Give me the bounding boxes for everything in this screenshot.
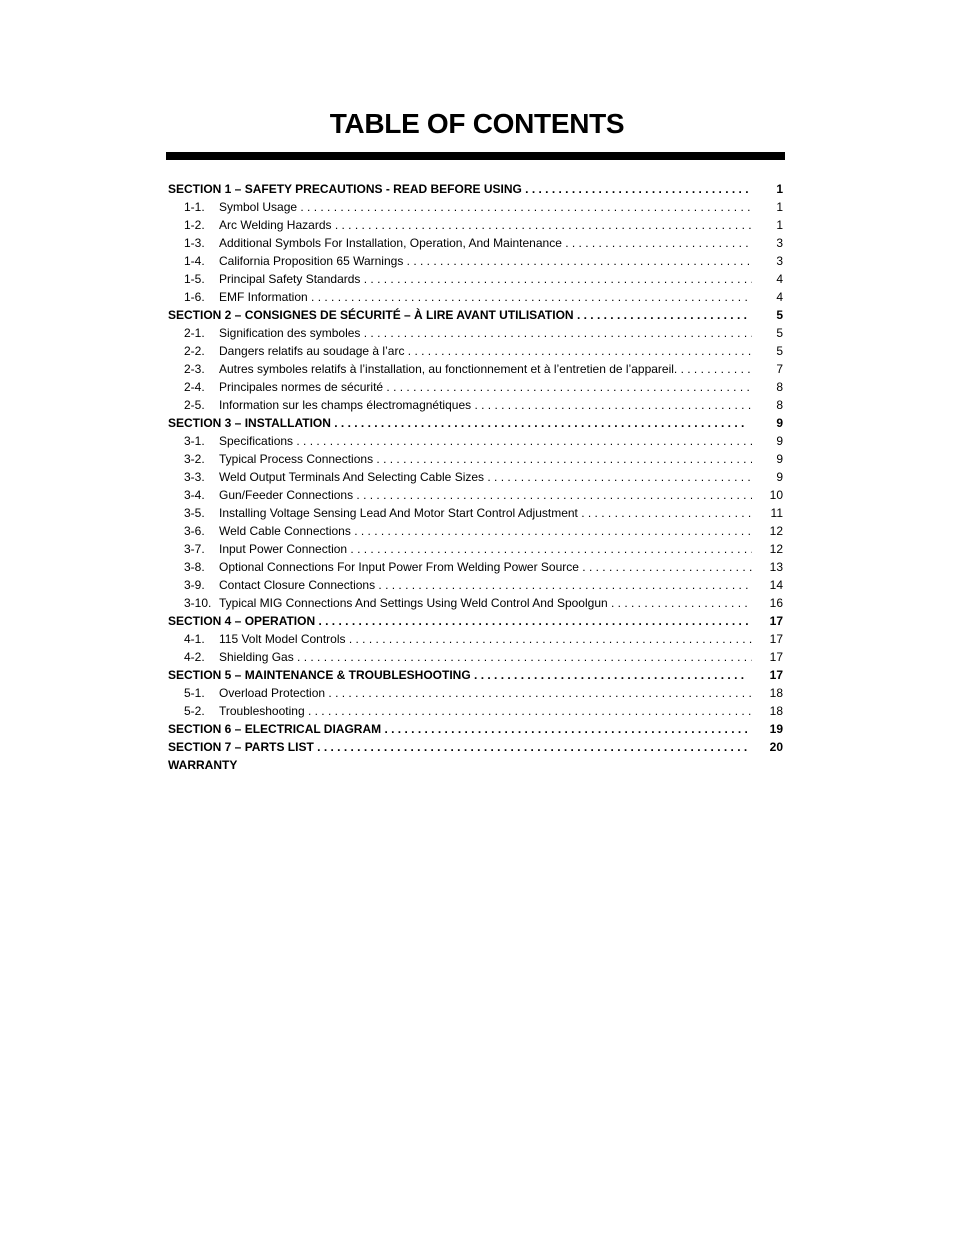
toc-entry-page: 12 bbox=[769, 524, 783, 538]
toc-section-row[interactable] bbox=[168, 720, 783, 738]
toc-entry-page: 7 bbox=[776, 362, 783, 376]
toc-entry-number: 3-7. bbox=[184, 542, 205, 556]
toc-subsection-row[interactable] bbox=[168, 648, 783, 666]
toc-entry-title: Autres symboles relatifs à l’installation, au fonctionnement et à l’entretien de l’appareil. . . . bbox=[219, 360, 752, 378]
toc-entry-number: 2-4. bbox=[184, 380, 205, 394]
toc-entry-number: 1-5. bbox=[184, 272, 205, 286]
toc-entry-number: 3-1. bbox=[184, 434, 205, 448]
toc-entry-page: 9 bbox=[776, 452, 783, 466]
toc-subsection-row[interactable] bbox=[168, 450, 783, 468]
toc-entry-title: Weld Cable Connections . . . bbox=[219, 522, 752, 540]
toc-entry-title: Arc Welding Hazards . . . bbox=[219, 216, 752, 234]
toc-entry-page: 1 bbox=[776, 182, 783, 196]
toc-entry-page: 4 bbox=[776, 272, 783, 286]
toc-entry-page: 18 bbox=[769, 704, 783, 718]
toc-warranty-row[interactable] bbox=[168, 756, 783, 774]
toc-entry-page: 17 bbox=[769, 668, 783, 682]
toc-entry-title: 115 Volt Model Controls . . . bbox=[219, 630, 752, 648]
toc-entry-number: 1-2. bbox=[184, 218, 205, 232]
toc-entry-title: Principales normes de sécurité . . . bbox=[219, 378, 752, 396]
toc-entry-page: 4 bbox=[776, 290, 783, 304]
toc-entry-page: 9 bbox=[776, 416, 783, 430]
toc-entry-title: Signification des symboles . . . bbox=[219, 324, 752, 342]
toc-entry-title: Troubleshooting . . . bbox=[219, 702, 752, 720]
toc-entry-page: 17 bbox=[769, 650, 783, 664]
toc-entry-number: 1-3. bbox=[184, 236, 205, 250]
toc-entry-page: 5 bbox=[776, 326, 783, 340]
toc-entry-page: 8 bbox=[776, 398, 783, 412]
toc-entry-title: California Proposition 65 Warnings . . . bbox=[219, 252, 752, 270]
toc-entry-number: 3-6. bbox=[184, 524, 205, 538]
toc-entry-page: 1 bbox=[776, 200, 783, 214]
title-rule bbox=[166, 152, 785, 160]
toc-entry-title: Input Power Connection . . . bbox=[219, 540, 752, 558]
toc-entry-title: Gun/Feeder Connections . . . bbox=[219, 486, 752, 504]
toc-subsection-row[interactable] bbox=[168, 630, 783, 648]
toc-subsection-row[interactable] bbox=[168, 540, 783, 558]
toc-subsection-row[interactable] bbox=[168, 252, 783, 270]
toc-subsection-row[interactable] bbox=[168, 342, 783, 360]
toc-entry-number: 3-3. bbox=[184, 470, 205, 484]
toc-entry-number: 2-2. bbox=[184, 344, 205, 358]
toc-subsection-row[interactable] bbox=[168, 432, 783, 450]
page-title: TABLE OF CONTENTS bbox=[329, 108, 625, 139]
toc-entry-page: 8 bbox=[776, 380, 783, 394]
toc-entry-title: Typical MIG Connections And Settings Using Weld Control And Spoolgun . . . bbox=[219, 594, 752, 612]
toc-entry-number: 5-2. bbox=[184, 704, 205, 718]
toc-entry-number: 2-3. bbox=[184, 362, 205, 376]
toc-entry-number: 3-9. bbox=[184, 578, 205, 592]
toc-entry-title: Information sur les champs électromagnétiques . . . bbox=[219, 396, 752, 414]
toc-subsection-row[interactable] bbox=[168, 396, 783, 414]
toc-entry-number: 4-1. bbox=[184, 632, 205, 646]
toc-entry-title: SECTION 5 – MAINTENANCE & TROUBLESHOOTING . . . bbox=[168, 666, 748, 684]
toc-entry-title: Weld Output Terminals And Selecting Cable Sizes . . . bbox=[219, 468, 752, 486]
toc-entry-number: 2-1. bbox=[184, 326, 205, 340]
toc-section-row[interactable] bbox=[168, 180, 783, 198]
toc-entry-number: 3-10. bbox=[184, 596, 212, 610]
toc-subsection-row[interactable] bbox=[168, 684, 783, 702]
toc-entry-page: 20 bbox=[769, 740, 783, 754]
toc-subsection-row[interactable] bbox=[168, 198, 783, 216]
toc-entry-title: Contact Closure Connections . . . bbox=[219, 576, 752, 594]
toc-entry-number: 3-2. bbox=[184, 452, 205, 466]
toc-entry-number: 2-5. bbox=[184, 398, 205, 412]
toc-entry-title: Additional Symbols For Installation, Operation, And Maintenance . . . bbox=[219, 234, 752, 252]
toc-subsection-row[interactable] bbox=[168, 270, 783, 288]
toc-subsection-row[interactable] bbox=[168, 468, 783, 486]
toc-subsection-row[interactable] bbox=[168, 360, 783, 378]
toc-entry-title: Installing Voltage Sensing Lead And Motor Start Control Adjustment . . . bbox=[219, 504, 752, 522]
toc-subsection-row[interactable] bbox=[168, 288, 783, 306]
toc-entry-title: Principal Safety Standards . . . bbox=[219, 270, 752, 288]
toc-subsection-row[interactable] bbox=[168, 504, 783, 522]
toc-entry-page: 9 bbox=[776, 434, 783, 448]
toc-entry-page: 17 bbox=[769, 632, 783, 646]
toc-entry-title: Overload Protection . . . bbox=[219, 684, 752, 702]
toc-entry-title: EMF Information . . . bbox=[219, 288, 752, 306]
toc-section-row[interactable] bbox=[168, 612, 783, 630]
toc-entry-page: 5 bbox=[776, 308, 783, 322]
toc-section-row[interactable] bbox=[168, 666, 783, 684]
toc-entry-page: 12 bbox=[769, 542, 783, 556]
toc-entry-page: 10 bbox=[769, 488, 783, 502]
toc-entry-title: Typical Process Connections . . . bbox=[219, 450, 752, 468]
toc-entry-title: SECTION 7 – PARTS LIST . . . bbox=[168, 738, 748, 756]
toc-subsection-row[interactable] bbox=[168, 522, 783, 540]
toc-entry-page: 14 bbox=[769, 578, 783, 592]
toc-subsection-row[interactable] bbox=[168, 486, 783, 504]
toc-entry-number: 1-4. bbox=[184, 254, 205, 268]
toc-subsection-row[interactable] bbox=[168, 324, 783, 342]
toc-entry-page: 3 bbox=[776, 254, 783, 268]
toc-entry-title: Dangers relatifs au soudage à l’arc . . . bbox=[219, 342, 752, 360]
toc-subsection-row[interactable] bbox=[168, 594, 783, 612]
toc-entry-page: 1 bbox=[776, 218, 783, 232]
toc-subsection-row[interactable] bbox=[168, 558, 783, 576]
toc-entry-page: 5 bbox=[776, 344, 783, 358]
toc-entry-page: 3 bbox=[776, 236, 783, 250]
toc-entry-page: 19 bbox=[769, 722, 783, 736]
toc-entry-title: WARRANTY bbox=[168, 758, 238, 772]
toc-entry-number: 1-6. bbox=[184, 290, 205, 304]
toc-subsection-row[interactable] bbox=[168, 216, 783, 234]
toc-subsection-row[interactable] bbox=[168, 702, 783, 720]
toc-section-row[interactable] bbox=[168, 738, 783, 756]
toc-entry-number: 4-2. bbox=[184, 650, 205, 664]
toc-entry-title: SECTION 4 – OPERATION . . . bbox=[168, 612, 748, 630]
toc-entry-number: 5-1. bbox=[184, 686, 205, 700]
toc-entry-page: 16 bbox=[769, 596, 783, 610]
toc-section-row[interactable] bbox=[168, 414, 783, 432]
toc-entry-title: SECTION 2 – CONSIGNES DE SÉCURITÉ – À LIRE AVANT UTILISATION . . . bbox=[168, 306, 748, 324]
table-of-contents bbox=[168, 180, 783, 774]
toc-entry-page: 9 bbox=[776, 470, 783, 484]
toc-subsection-row[interactable] bbox=[168, 576, 783, 594]
toc-entry-page: 11 bbox=[770, 506, 783, 520]
toc-entry-title: Optional Connections For Input Power From Welding Power Source . . . bbox=[219, 558, 752, 576]
toc-entry-title: SECTION 1 – SAFETY PRECAUTIONS - READ BEFORE USING . . . bbox=[168, 180, 748, 198]
toc-entry-page: 18 bbox=[769, 686, 783, 700]
toc-entry-number: 1-1. bbox=[184, 200, 205, 214]
toc-entry-number: 3-8. bbox=[184, 560, 205, 574]
toc-section-row[interactable] bbox=[168, 306, 783, 324]
toc-entry-title: SECTION 6 – ELECTRICAL DIAGRAM . . . bbox=[168, 720, 748, 738]
toc-subsection-row[interactable] bbox=[168, 378, 783, 396]
toc-entry-page: 13 bbox=[769, 560, 783, 574]
toc-entry-title: SECTION 3 – INSTALLATION . . . bbox=[168, 414, 748, 432]
toc-entry-page: 17 bbox=[769, 614, 783, 628]
toc-entry-number: 3-5. bbox=[184, 506, 205, 520]
toc-entry-title: Symbol Usage . . . bbox=[219, 198, 752, 216]
toc-entry-title: Specifications . . . bbox=[219, 432, 752, 450]
toc-entry-title: Shielding Gas . . . bbox=[219, 648, 752, 666]
toc-subsection-row[interactable] bbox=[168, 234, 783, 252]
toc-entry-number: 3-4. bbox=[184, 488, 205, 502]
